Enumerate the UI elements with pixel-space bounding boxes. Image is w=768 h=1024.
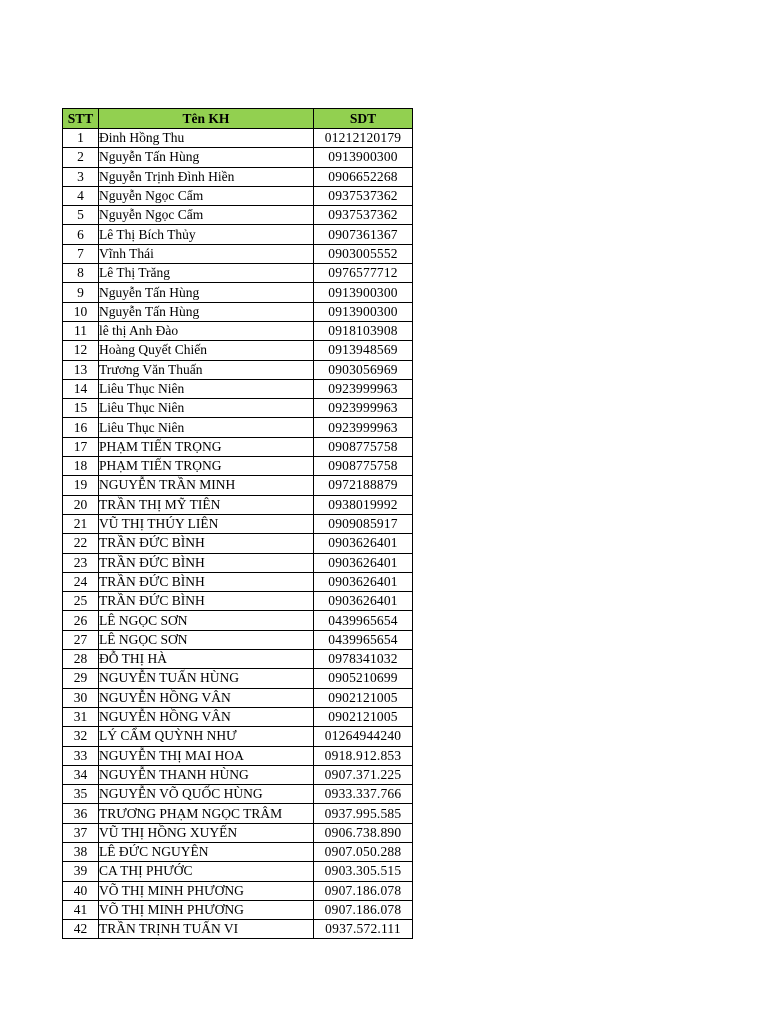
- row-phone: 0903626401: [314, 572, 413, 591]
- row-stt: 27: [63, 630, 99, 649]
- table-row: [63, 920, 413, 939]
- table-row: [63, 399, 413, 418]
- row-name: PHẠM TIẾN TRỌNG: [99, 457, 314, 476]
- table-row: [63, 650, 413, 669]
- table-row: [63, 592, 413, 611]
- row-name: Vĩnh Thái: [99, 244, 314, 263]
- row-phone: 0903626401: [314, 553, 413, 572]
- row-name: Lê Thị Trăng: [99, 264, 314, 283]
- row-name: TRẦN ĐỨC BÌNH: [99, 572, 314, 591]
- row-stt: 4: [63, 186, 99, 205]
- row-stt: 34: [63, 765, 99, 784]
- row-name: TRẦN ĐỨC BÌNH: [99, 592, 314, 611]
- row-phone: 0938019992: [314, 495, 413, 514]
- row-name: TRẦN ĐỨC BÌNH: [99, 534, 314, 553]
- row-stt: 32: [63, 727, 99, 746]
- table-row: [63, 630, 413, 649]
- row-name: VŨ THỊ HỒNG XUYẾN: [99, 823, 314, 842]
- row-stt: 38: [63, 842, 99, 861]
- row-phone: 01212120179: [314, 129, 413, 148]
- row-stt: 29: [63, 669, 99, 688]
- table-row: [63, 553, 413, 572]
- row-name: TRẦN ĐỨC BÌNH: [99, 553, 314, 572]
- row-phone: 0907361367: [314, 225, 413, 244]
- table-body: [63, 129, 413, 939]
- row-phone: 0937.572.111: [314, 920, 413, 939]
- table-row: [63, 881, 413, 900]
- row-phone: 0909085917: [314, 514, 413, 533]
- row-phone: 0937537362: [314, 186, 413, 205]
- row-name: Hoàng Quyết Chiến: [99, 341, 314, 360]
- row-phone: 0978341032: [314, 650, 413, 669]
- row-stt: 6: [63, 225, 99, 244]
- row-stt: 35: [63, 785, 99, 804]
- row-stt: 7: [63, 244, 99, 263]
- row-stt: 31: [63, 707, 99, 726]
- row-phone: 0913900300: [314, 148, 413, 167]
- table-row: [63, 476, 413, 495]
- row-phone: 0439965654: [314, 630, 413, 649]
- row-stt: 9: [63, 283, 99, 302]
- table-row: [63, 418, 413, 437]
- row-stt: 1: [63, 129, 99, 148]
- row-name: Đinh Hồng Thu: [99, 129, 314, 148]
- table-row: [63, 746, 413, 765]
- row-name: NGUYỄN VÕ QUỐC HÙNG: [99, 785, 314, 804]
- row-name: LÊ NGỌC SƠN: [99, 630, 314, 649]
- row-phone: 0923999963: [314, 379, 413, 398]
- row-stt: 17: [63, 437, 99, 456]
- row-stt: 19: [63, 476, 99, 495]
- row-phone: 0905210699: [314, 669, 413, 688]
- row-phone: 0907.371.225: [314, 765, 413, 784]
- row-stt: 33: [63, 746, 99, 765]
- row-name: PHẠM TIẾN TRỌNG: [99, 437, 314, 456]
- row-stt: 13: [63, 360, 99, 379]
- row-stt: 12: [63, 341, 99, 360]
- row-stt: 8: [63, 264, 99, 283]
- row-phone: 0937537362: [314, 206, 413, 225]
- row-phone: 0913948569: [314, 341, 413, 360]
- table-row: [63, 302, 413, 321]
- table-row: [63, 341, 413, 360]
- row-phone: 0907.050.288: [314, 842, 413, 861]
- row-phone: 0918.912.853: [314, 746, 413, 765]
- row-name: NGUYỄN THỊ MAI HOA: [99, 746, 314, 765]
- row-name: Nguyễn Tấn Hùng: [99, 302, 314, 321]
- table-row: [63, 495, 413, 514]
- row-phone: 0903626401: [314, 534, 413, 553]
- row-phone: 0933.337.766: [314, 785, 413, 804]
- row-stt: 24: [63, 572, 99, 591]
- row-stt: 26: [63, 611, 99, 630]
- table-row: [63, 321, 413, 340]
- row-name: Nguyễn Ngọc Cẩm: [99, 186, 314, 205]
- row-name: NGUYỄN HỒNG VÂN: [99, 707, 314, 726]
- row-stt: 25: [63, 592, 99, 611]
- row-stt: 39: [63, 862, 99, 881]
- row-stt: 40: [63, 881, 99, 900]
- table-row: [63, 611, 413, 630]
- table-row: [63, 572, 413, 591]
- row-phone: 0902121005: [314, 707, 413, 726]
- row-phone: 0907.186.078: [314, 881, 413, 900]
- table-row: [63, 379, 413, 398]
- row-name: VŨ THỊ THÚY LIÊN: [99, 514, 314, 533]
- row-phone: 0923999963: [314, 399, 413, 418]
- customer-table: [62, 108, 413, 939]
- row-phone: 0903056969: [314, 360, 413, 379]
- row-stt: 16: [63, 418, 99, 437]
- table-row: [63, 823, 413, 842]
- row-phone: 0908775758: [314, 437, 413, 456]
- table-row: [63, 283, 413, 302]
- table-row: [63, 804, 413, 823]
- row-name: Lê Thị Bích Thủy: [99, 225, 314, 244]
- row-stt: 14: [63, 379, 99, 398]
- row-phone: 0903626401: [314, 592, 413, 611]
- row-stt: 37: [63, 823, 99, 842]
- table-row: [63, 167, 413, 186]
- row-stt: 11: [63, 321, 99, 340]
- row-name: NGUYỄN THANH HÙNG: [99, 765, 314, 784]
- row-stt: 10: [63, 302, 99, 321]
- row-name: lê thị Anh Đào: [99, 321, 314, 340]
- row-name: LÊ ĐỨC NGUYÊN: [99, 842, 314, 861]
- row-name: NGUYỄN TRẦN MINH: [99, 476, 314, 495]
- row-name: VÕ THỊ MINH PHƯƠNG: [99, 900, 314, 919]
- row-name: LÝ CẨM QUỲNH NHƯ: [99, 727, 314, 746]
- row-name: TRẦN THỊ MỸ TIÊN: [99, 495, 314, 514]
- table-row: [63, 457, 413, 476]
- table-row: [63, 862, 413, 881]
- table-row: [63, 534, 413, 553]
- row-stt: 36: [63, 804, 99, 823]
- table-row: [63, 514, 413, 533]
- row-phone: 0908775758: [314, 457, 413, 476]
- row-name: Liêu Thục Niên: [99, 399, 314, 418]
- row-phone: 01264944240: [314, 727, 413, 746]
- row-phone: 0903005552: [314, 244, 413, 263]
- row-phone: 0976577712: [314, 264, 413, 283]
- table-row: [63, 437, 413, 456]
- row-stt: 3: [63, 167, 99, 186]
- row-name: Nguyễn Tấn Hùng: [99, 283, 314, 302]
- row-phone: 0913900300: [314, 283, 413, 302]
- table-row: [63, 669, 413, 688]
- header-phone: SDT: [314, 109, 413, 129]
- table-row: [63, 727, 413, 746]
- row-phone: 0923999963: [314, 418, 413, 437]
- table-row: [63, 129, 413, 148]
- row-stt: 18: [63, 457, 99, 476]
- row-stt: 15: [63, 399, 99, 418]
- row-name: CA THỊ PHƯỚC: [99, 862, 314, 881]
- row-stt: 22: [63, 534, 99, 553]
- row-name: LÊ NGỌC SƠN: [99, 611, 314, 630]
- table-row: [63, 707, 413, 726]
- table-row: [63, 206, 413, 225]
- row-stt: 21: [63, 514, 99, 533]
- header-row: [63, 109, 413, 129]
- row-phone: 0906.738.890: [314, 823, 413, 842]
- row-stt: 23: [63, 553, 99, 572]
- table-row: [63, 148, 413, 167]
- row-name: Nguyễn Tấn Hùng: [99, 148, 314, 167]
- table-row: [63, 360, 413, 379]
- row-stt: 30: [63, 688, 99, 707]
- row-phone: 0439965654: [314, 611, 413, 630]
- row-stt: 28: [63, 650, 99, 669]
- row-phone: 0972188879: [314, 476, 413, 495]
- table-row: [63, 264, 413, 283]
- row-name: NGUYỄN HỒNG VÂN: [99, 688, 314, 707]
- row-name: NGUYỄN TUẤN HÙNG: [99, 669, 314, 688]
- row-stt: 5: [63, 206, 99, 225]
- table-row: [63, 765, 413, 784]
- row-name: Nguyễn Trịnh Đình Hiền: [99, 167, 314, 186]
- row-stt: 2: [63, 148, 99, 167]
- header-stt: STT: [63, 109, 99, 129]
- row-phone: 0937.995.585: [314, 804, 413, 823]
- table-row: [63, 225, 413, 244]
- row-name: Trương Văn Thuấn: [99, 360, 314, 379]
- row-phone: 0913900300: [314, 302, 413, 321]
- row-phone: 0902121005: [314, 688, 413, 707]
- row-phone: 0903.305.515: [314, 862, 413, 881]
- table-row: [63, 688, 413, 707]
- header-name: Tên KH: [99, 109, 314, 129]
- row-stt: 41: [63, 900, 99, 919]
- table-row: [63, 785, 413, 804]
- row-phone: 0918103908: [314, 321, 413, 340]
- table-row: [63, 900, 413, 919]
- row-stt: 42: [63, 920, 99, 939]
- table-row: [63, 186, 413, 205]
- row-name: Nguyễn Ngọc Cẩm: [99, 206, 314, 225]
- row-phone: 0907.186.078: [314, 900, 413, 919]
- row-name: ĐỖ THỊ HÀ: [99, 650, 314, 669]
- table-row: [63, 244, 413, 263]
- table-row: [63, 842, 413, 861]
- row-stt: 20: [63, 495, 99, 514]
- row-name: Liêu Thục Niên: [99, 418, 314, 437]
- row-name: TRẦN TRỊNH TUẤN VI: [99, 920, 314, 939]
- row-name: Liêu Thục Niên: [99, 379, 314, 398]
- row-name: VÕ THỊ MINH PHƯƠNG: [99, 881, 314, 900]
- row-name: TRƯƠNG PHẠM NGỌC TRÂM: [99, 804, 314, 823]
- row-phone: 0906652268: [314, 167, 413, 186]
